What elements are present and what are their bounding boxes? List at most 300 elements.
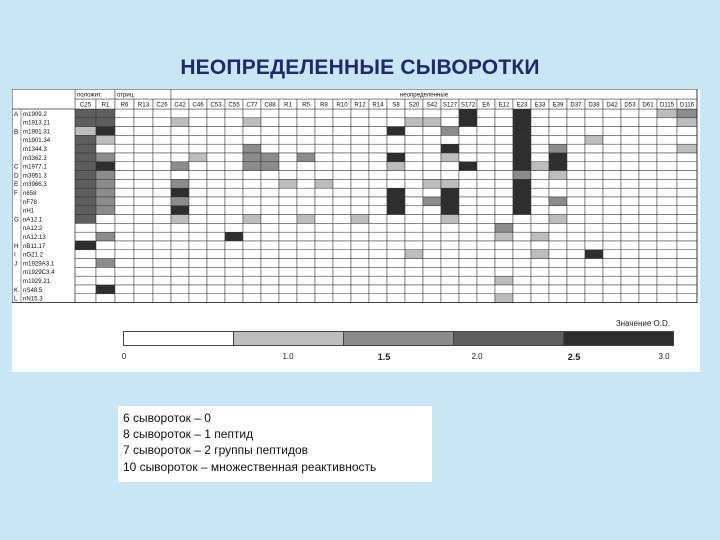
reactivity-cell [441, 171, 459, 180]
reactivity-cell [639, 232, 657, 241]
reactivity-cell [153, 206, 171, 215]
reactivity-cell [75, 294, 96, 303]
reactivity-cell [477, 241, 495, 250]
reactivity-cell [369, 135, 387, 144]
reactivity-cell [423, 206, 441, 215]
reactivity-cell [115, 223, 134, 232]
reactivity-cell [585, 215, 603, 224]
reactivity-cell [369, 250, 387, 259]
reactivity-cell [585, 109, 603, 118]
column-label: E33 [534, 101, 546, 109]
reactivity-cell [477, 118, 495, 127]
reactivity-cell [315, 250, 333, 259]
reactivity-cell [134, 188, 153, 197]
reactivity-cell [621, 223, 639, 232]
reactivity-cell [153, 276, 171, 285]
reactivity-cell [75, 215, 96, 224]
reactivity-cell [513, 171, 531, 180]
reactivity-cell [495, 188, 513, 197]
reactivity-cell [333, 118, 351, 127]
serum-label: nN15.3 [23, 295, 43, 303]
reactivity-cell [171, 276, 189, 285]
reactivity-cell [153, 171, 171, 180]
reactivity-cell [297, 259, 315, 268]
reactivity-cell [513, 162, 531, 171]
legend-segment-4 [564, 332, 673, 345]
reactivity-cell [477, 267, 495, 276]
reactivity-cell [677, 294, 697, 303]
reactivity-cell [243, 250, 261, 259]
reactivity-cell [585, 285, 603, 294]
reactivity-cell [495, 109, 513, 118]
reactivity-cell [115, 250, 134, 259]
reactivity-cell [225, 206, 243, 215]
reactivity-cell [531, 109, 549, 118]
reactivity-cell [261, 127, 279, 136]
reactivity-cell [441, 127, 459, 136]
reactivity-cell [279, 135, 297, 144]
reactivity-cell [603, 162, 621, 171]
reactivity-cell [459, 215, 477, 224]
reactivity-cell [261, 241, 279, 250]
reactivity-cell [315, 223, 333, 232]
column-label: D115 [659, 101, 675, 109]
reactivity-cell [657, 188, 677, 197]
reactivity-cell [261, 294, 279, 303]
reactivity-cell [225, 223, 243, 232]
reactivity-cell [369, 232, 387, 241]
reactivity-cell [279, 206, 297, 215]
row-group-label: B [14, 128, 19, 136]
reactivity-cell [405, 276, 423, 285]
reactivity-cell [75, 276, 96, 285]
reactivity-cell [225, 241, 243, 250]
reactivity-cell [261, 162, 279, 171]
reactivity-cell [423, 197, 441, 206]
reactivity-cell [549, 197, 567, 206]
reactivity-cell [153, 153, 171, 162]
reactivity-cell [134, 259, 153, 268]
reactivity-cell [477, 285, 495, 294]
reactivity-cell [207, 109, 225, 118]
reactivity-cell [441, 135, 459, 144]
reactivity-cell [621, 232, 639, 241]
reactivity-cell [315, 267, 333, 276]
reactivity-cell [189, 285, 207, 294]
reactivity-cell [351, 144, 369, 153]
reactivity-cell [549, 179, 567, 188]
reactivity-cell [495, 153, 513, 162]
reactivity-cell [96, 206, 115, 215]
reactivity-cell [189, 276, 207, 285]
reactivity-cell [621, 294, 639, 303]
reactivity-cell [207, 127, 225, 136]
reactivity-cell [96, 144, 115, 153]
reactivity-cell [351, 135, 369, 144]
reactivity-cell [115, 188, 134, 197]
reactivity-cell [549, 188, 567, 197]
reactivity-cell [115, 144, 134, 153]
reactivity-cell [441, 250, 459, 259]
reactivity-cell [351, 197, 369, 206]
reactivity-cell [677, 171, 697, 180]
reactivity-cell [621, 197, 639, 206]
reactivity-cell [243, 127, 261, 136]
reactivity-cell [279, 118, 297, 127]
reactivity-cell [171, 223, 189, 232]
reactivity-cell [279, 232, 297, 241]
reactivity-cell [153, 223, 171, 232]
reactivity-cell [261, 250, 279, 259]
reactivity-cell [459, 232, 477, 241]
reactivity-cell [261, 109, 279, 118]
reactivity-cell [495, 135, 513, 144]
note-line: 6 сывороток – 0 [123, 411, 211, 425]
reactivity-cell [459, 109, 477, 118]
reactivity-cell [639, 171, 657, 180]
reactivity-cell [387, 223, 405, 232]
reactivity-cell [351, 153, 369, 162]
reactivity-cell [261, 206, 279, 215]
reactivity-cell [657, 294, 677, 303]
reactivity-cell [75, 153, 96, 162]
reactivity-cell [495, 197, 513, 206]
reactivity-cell [115, 259, 134, 268]
row-group-label: G [14, 216, 19, 224]
reactivity-cell [531, 223, 549, 232]
reactivity-cell [243, 294, 261, 303]
reactivity-cell [677, 232, 697, 241]
reactivity-cell [96, 162, 115, 171]
reactivity-cell [423, 162, 441, 171]
column-label: D38 [588, 101, 600, 109]
reactivity-cell [225, 188, 243, 197]
reactivity-cell [369, 267, 387, 276]
reactivity-cell [297, 153, 315, 162]
reactivity-cell [134, 171, 153, 180]
reactivity-cell [677, 276, 697, 285]
reactivity-cell [189, 250, 207, 259]
reactivity-cell [171, 135, 189, 144]
reactivity-cell [677, 206, 697, 215]
column-label: R1 [284, 101, 292, 109]
column-label: R13 [137, 101, 150, 109]
reactivity-cell [351, 294, 369, 303]
reactivity-cell [423, 109, 441, 118]
group-label: неопределенные [399, 91, 449, 99]
column-label: C26 [156, 101, 168, 109]
reactivity-cell [279, 259, 297, 268]
reactivity-cell [585, 276, 603, 285]
legend-title: Значение O.D. [615, 319, 670, 328]
reactivity-cell [333, 241, 351, 250]
column-label: D37 [570, 101, 582, 109]
reactivity-cell [134, 127, 153, 136]
reactivity-cell [603, 179, 621, 188]
reactivity-cell [75, 188, 96, 197]
reactivity-cell [315, 197, 333, 206]
reactivity-cell [495, 118, 513, 127]
reactivity-cell [189, 206, 207, 215]
reactivity-cell [603, 285, 621, 294]
reactivity-cell [75, 109, 96, 118]
column-label: C25 [79, 101, 92, 109]
reactivity-cell [351, 109, 369, 118]
reactivity-cell [567, 109, 585, 118]
reactivity-cell [225, 127, 243, 136]
legend-segment-1 [234, 332, 344, 345]
column-label: C77 [246, 101, 258, 109]
reactivity-cell [189, 127, 207, 136]
reactivity-cell [459, 162, 477, 171]
reactivity-cell [477, 127, 495, 136]
reactivity-cell [261, 153, 279, 162]
reactivity-cell [189, 232, 207, 241]
reactivity-cell [657, 144, 677, 153]
reactivity-cell [567, 135, 585, 144]
reactivity-cell [297, 197, 315, 206]
reactivity-cell [603, 118, 621, 127]
reactivity-cell [297, 127, 315, 136]
reactivity-cell [387, 276, 405, 285]
reactivity-cell [369, 188, 387, 197]
row-group-label: J [14, 260, 18, 268]
reactivity-cell [261, 267, 279, 276]
reactivity-cell [115, 285, 134, 294]
column-label: S127 [442, 101, 458, 109]
reactivity-cell [585, 144, 603, 153]
reactivity-cell [207, 118, 225, 127]
reactivity-cell [477, 179, 495, 188]
reactivity-cell [549, 223, 567, 232]
reactivity-cell [405, 267, 423, 276]
reactivity-cell [405, 188, 423, 197]
reactivity-cell [351, 276, 369, 285]
reactivity-cell [639, 144, 657, 153]
reactivity-panel [12, 89, 700, 372]
column-label: R1 [101, 101, 110, 109]
reactivity-cell [657, 118, 677, 127]
legend-segment-0 [124, 332, 234, 345]
reactivity-cell [423, 127, 441, 136]
reactivity-cell [207, 197, 225, 206]
legend-segment-3 [454, 332, 564, 345]
reactivity-cell [243, 171, 261, 180]
reactivity-cell [333, 188, 351, 197]
reactivity-cell [387, 127, 405, 136]
reactivity-cell [639, 118, 657, 127]
reactivity-cell [585, 153, 603, 162]
reactivity-cell [477, 250, 495, 259]
reactivity-cell [423, 135, 441, 144]
reactivity-cell [567, 223, 585, 232]
reactivity-cell [189, 144, 207, 153]
reactivity-cell [423, 250, 441, 259]
reactivity-cell [351, 232, 369, 241]
reactivity-cell [621, 179, 639, 188]
reactivity-cell [441, 232, 459, 241]
reactivity-cell [171, 241, 189, 250]
reactivity-cell [315, 162, 333, 171]
reactivity-cell [621, 127, 639, 136]
reactivity-cell [369, 206, 387, 215]
reactivity-cell [477, 215, 495, 224]
reactivity-cell [477, 171, 495, 180]
legend-tick-3: 2.0 [471, 352, 483, 361]
reactivity-cell [549, 162, 567, 171]
reactivity-cell [639, 259, 657, 268]
reactivity-cell [75, 144, 96, 153]
reactivity-cell [243, 285, 261, 294]
reactivity-cell [657, 127, 677, 136]
reactivity-cell [261, 223, 279, 232]
reactivity-cell [549, 215, 567, 224]
row-group-label: D [14, 172, 19, 180]
reactivity-cell [459, 241, 477, 250]
reactivity-cell [96, 223, 115, 232]
reactivity-cell [531, 197, 549, 206]
reactivity-cell [315, 118, 333, 127]
reactivity-cell [677, 241, 697, 250]
reactivity-cell [75, 259, 96, 268]
reactivity-cell [134, 250, 153, 259]
reactivity-cell [441, 267, 459, 276]
reactivity-cell [171, 144, 189, 153]
reactivity-cell [96, 171, 115, 180]
column-label: C46 [192, 101, 204, 109]
column-label: D61 [642, 101, 654, 109]
reactivity-cell [621, 162, 639, 171]
reactivity-cell [134, 162, 153, 171]
reactivity-cell [423, 294, 441, 303]
reactivity-cell [243, 206, 261, 215]
row-group-label: H [14, 242, 19, 250]
reactivity-cell [677, 135, 697, 144]
column-label: E39 [552, 101, 564, 109]
reactivity-cell [639, 153, 657, 162]
reactivity-cell [603, 241, 621, 250]
reactivity-cell [171, 206, 189, 215]
reactivity-cell [333, 250, 351, 259]
reactivity-cell [423, 118, 441, 127]
reactivity-cell [333, 232, 351, 241]
reactivity-cell [96, 267, 115, 276]
reactivity-cell [477, 223, 495, 232]
reactivity-cell [677, 259, 697, 268]
reactivity-cell [657, 153, 677, 162]
reactivity-cell [243, 276, 261, 285]
reactivity-cell [423, 232, 441, 241]
reactivity-cell [621, 109, 639, 118]
reactivity-cell [567, 294, 585, 303]
reactivity-cell [261, 285, 279, 294]
reactivity-cell [621, 215, 639, 224]
reactivity-cell [441, 188, 459, 197]
reactivity-cell [459, 118, 477, 127]
serum-label: nH1 [23, 207, 35, 215]
reactivity-cell [189, 223, 207, 232]
reactivity-cell [75, 250, 96, 259]
reactivity-cell [459, 285, 477, 294]
reactivity-cell [261, 135, 279, 144]
reactivity-cell [495, 285, 513, 294]
reactivity-cell [207, 294, 225, 303]
reactivity-cell [369, 162, 387, 171]
reactivity-cell [297, 109, 315, 118]
reactivity-cell [387, 241, 405, 250]
reactivity-cell [243, 118, 261, 127]
reactivity-cell [261, 259, 279, 268]
reactivity-cell [315, 171, 333, 180]
reactivity-cell [243, 215, 261, 224]
column-label: S8 [392, 101, 400, 109]
reactivity-cell [677, 215, 697, 224]
reactivity-cell [96, 241, 115, 250]
reactivity-cell [603, 135, 621, 144]
reactivity-cell [115, 179, 134, 188]
reactivity-cell [96, 109, 115, 118]
reactivity-cell [387, 267, 405, 276]
reactivity-cell [333, 206, 351, 215]
reactivity-cell [75, 267, 96, 276]
reactivity-cell [459, 259, 477, 268]
reactivity-cell [351, 162, 369, 171]
group-label: положит. [77, 91, 102, 99]
reactivity-cell [677, 223, 697, 232]
reactivity-cell [369, 241, 387, 250]
reactivity-cell [495, 215, 513, 224]
reactivity-cell [549, 250, 567, 259]
legend-tick-0: 0 [121, 352, 127, 361]
reactivity-cell [441, 179, 459, 188]
column-label: C42 [174, 101, 186, 109]
reactivity-cell [333, 285, 351, 294]
reactivity-cell [585, 232, 603, 241]
reactivity-cell [96, 127, 115, 136]
reactivity-cell [657, 267, 677, 276]
column-label: E12 [498, 101, 510, 109]
reactivity-cell [531, 232, 549, 241]
reactivity-cell [567, 267, 585, 276]
reactivity-cell [531, 267, 549, 276]
reactivity-cell [477, 259, 495, 268]
reactivity-cell [279, 267, 297, 276]
reactivity-cell [279, 197, 297, 206]
reactivity-cell [225, 162, 243, 171]
reactivity-cell [134, 267, 153, 276]
reactivity-cell [297, 188, 315, 197]
reactivity-cell [115, 135, 134, 144]
reactivity-cell [351, 171, 369, 180]
reactivity-cell [423, 215, 441, 224]
reactivity-cell [477, 109, 495, 118]
serum-label: nA12.13 [23, 234, 46, 241]
row-group-label: E [14, 181, 19, 189]
reactivity-cell [261, 215, 279, 224]
reactivity-cell [441, 162, 459, 171]
reactivity-cell [441, 206, 459, 215]
reactivity-cell [96, 285, 115, 294]
reactivity-cell [387, 285, 405, 294]
reactivity-cell [677, 285, 697, 294]
reactivity-cell [567, 241, 585, 250]
reactivity-cell [134, 241, 153, 250]
reactivity-cell [333, 162, 351, 171]
reactivity-cell [153, 109, 171, 118]
reactivity-cell [315, 153, 333, 162]
reactivity-cell [531, 215, 549, 224]
reactivity-cell [153, 267, 171, 276]
